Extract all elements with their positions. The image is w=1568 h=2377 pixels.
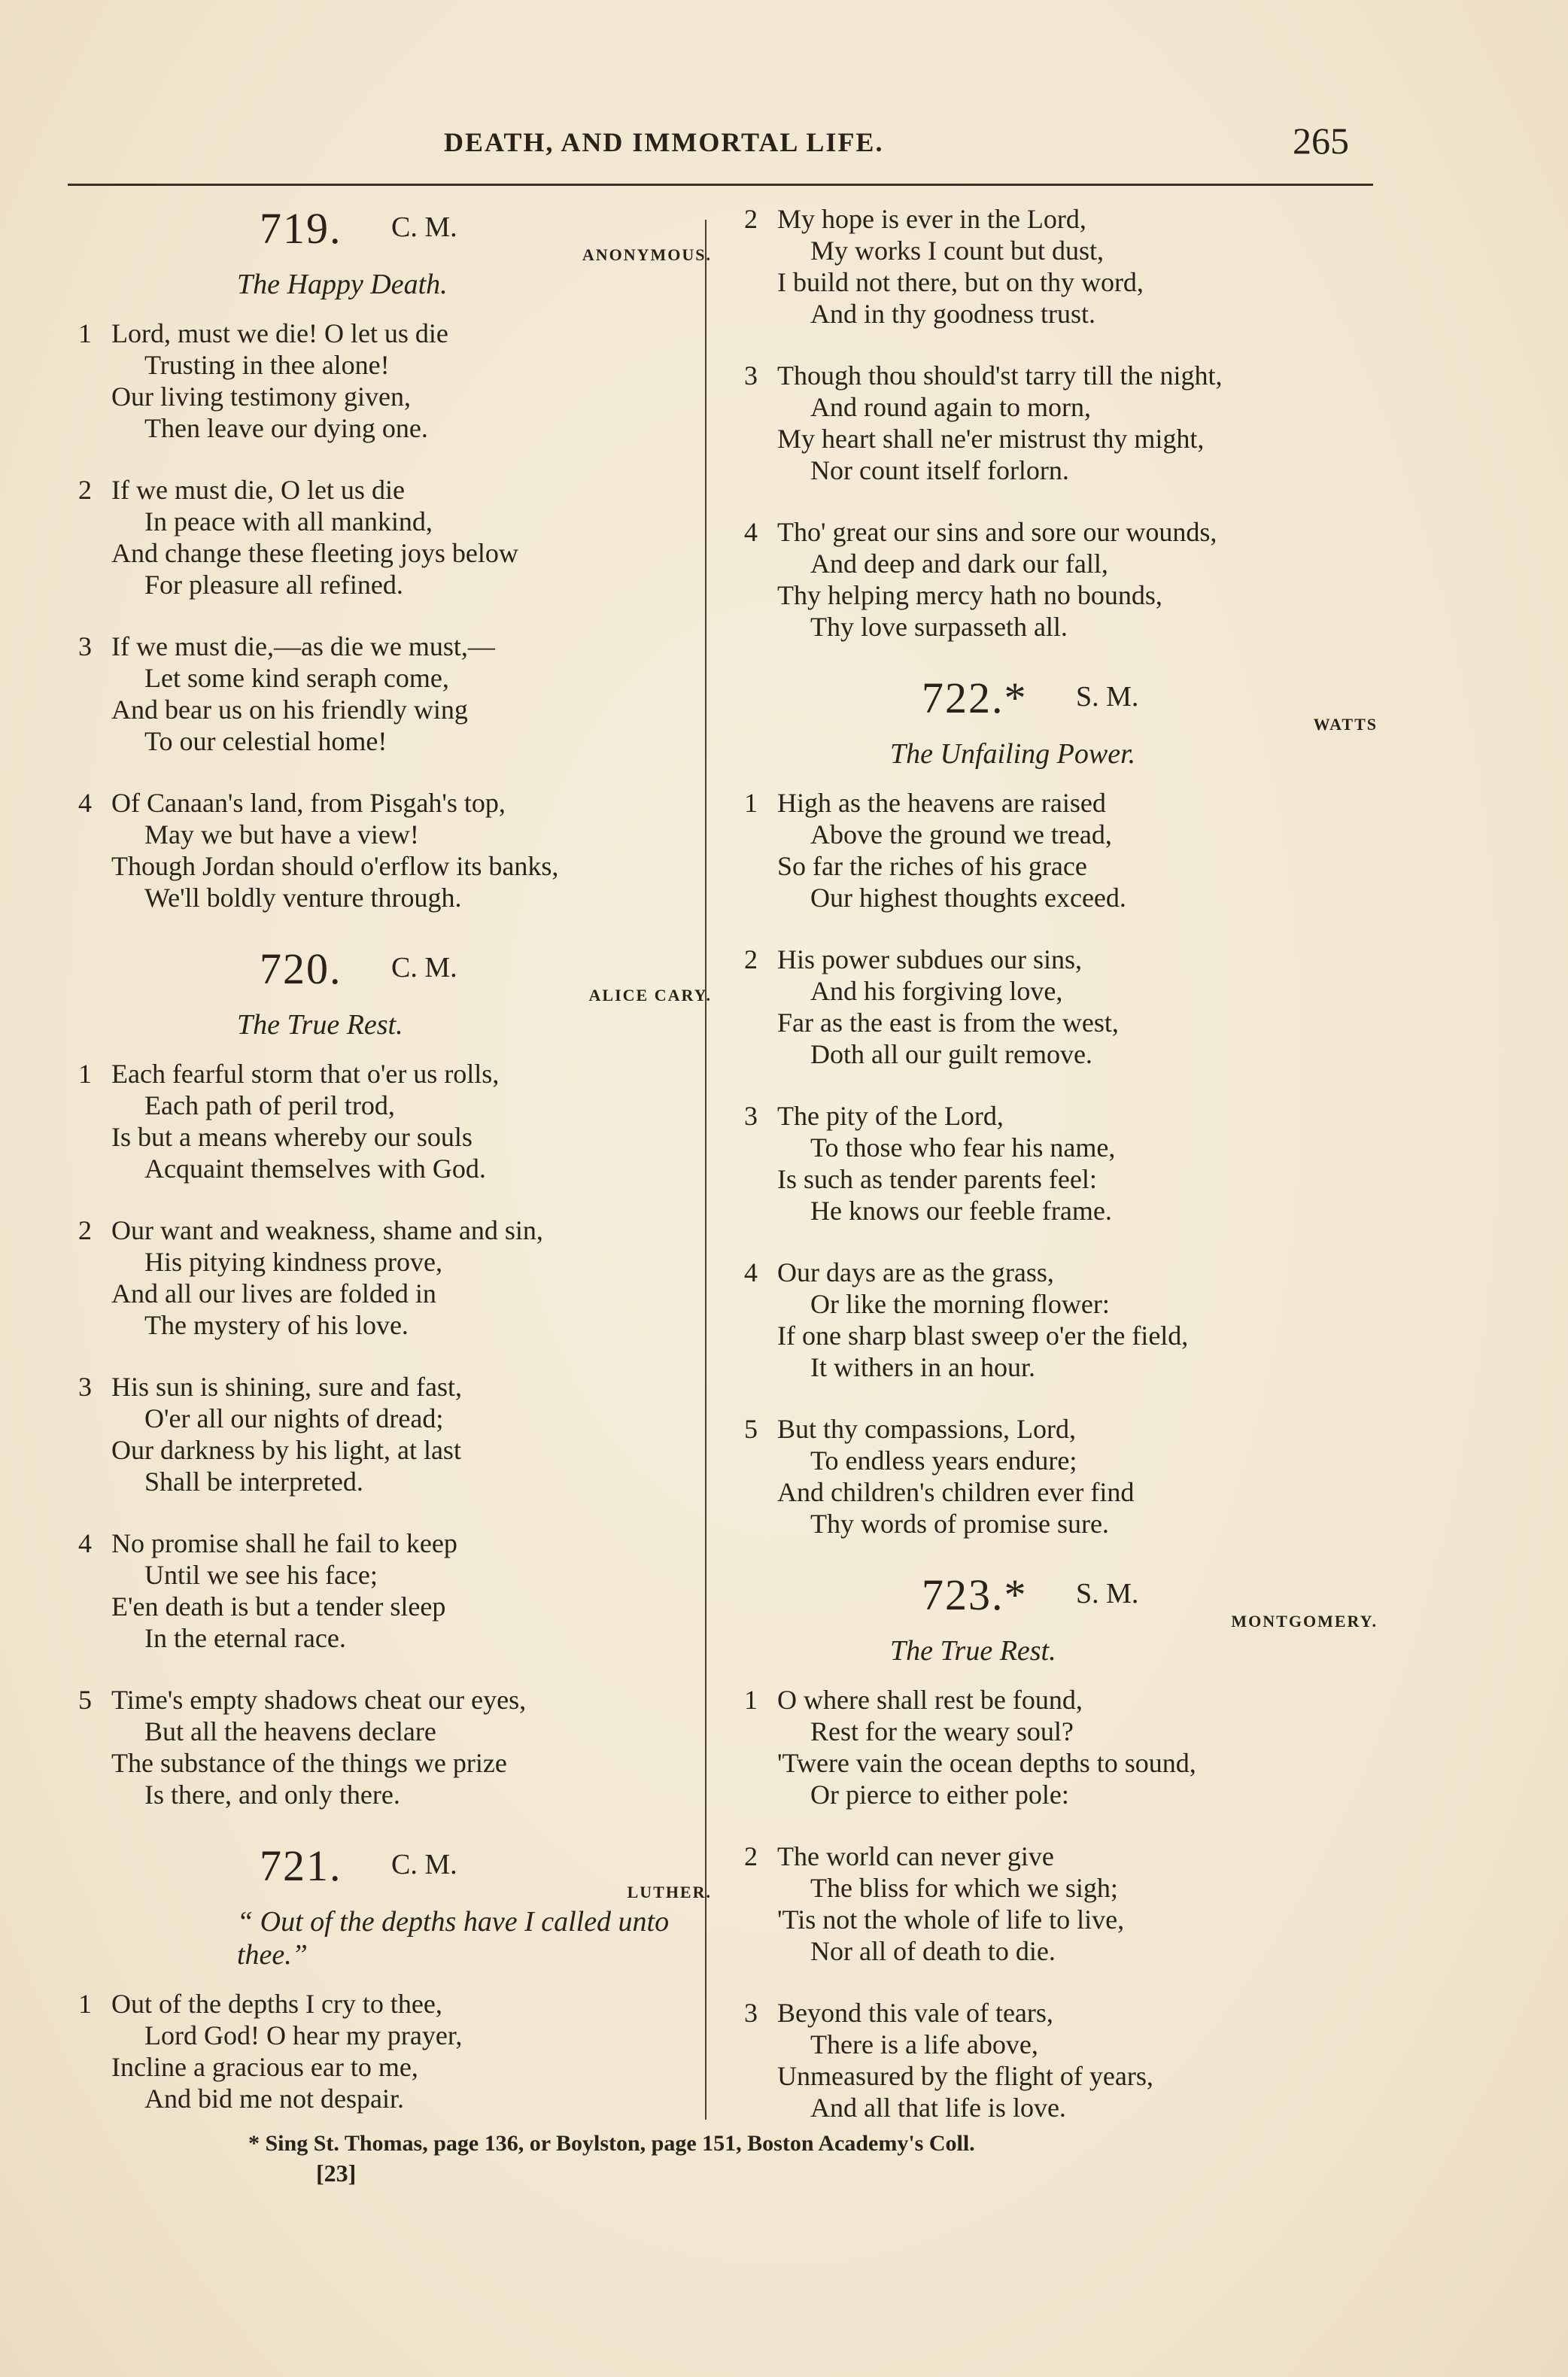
stanza-number: 3: [744, 360, 758, 391]
verse-line: High as the heavens are raised: [777, 788, 1106, 818]
hymn-number: 720.: [260, 944, 342, 993]
verse-line: His power subdues our sins,: [777, 944, 1082, 974]
verse-line: So far the riches of his grace: [777, 851, 1087, 881]
stanza: [741, 516, 1388, 643]
verse-line: And bid me not despair.: [144, 2084, 404, 2114]
stanza: [741, 1413, 1388, 1540]
verse-line: Nor all of death to die.: [810, 1936, 1056, 1966]
stanza-number: 2: [744, 944, 758, 974]
hymn-meter: C. M.: [391, 211, 457, 243]
stanza-number: 2: [744, 204, 758, 234]
verse-line: Thy helping mercy hath no bounds,: [777, 580, 1162, 610]
left-column: [75, 203, 722, 2144]
stanza-number: 2: [78, 1215, 92, 1245]
stanza: [741, 1684, 1388, 1810]
verse-line: Each path of peril trod,: [144, 1090, 395, 1120]
verse-line: E'en death is but a tender sleep: [111, 1591, 446, 1622]
verse-line: I build not there, but on thy word,: [777, 267, 1144, 297]
hymn-title: The True Rest.: [237, 1009, 403, 1041]
stanza: [75, 1058, 722, 1184]
stanza-number: 1: [78, 1059, 92, 1089]
verse-line: The pity of the Lord,: [777, 1101, 1004, 1131]
verse-line: But all the heavens declare: [144, 1716, 436, 1746]
verse-line: If one sharp blast sweep o'er the field,: [777, 1321, 1189, 1351]
hymn-number: 721.: [260, 1841, 342, 1890]
hymn-title: The Happy Death.: [237, 269, 448, 300]
verse-line: The substance of the things we prize: [111, 1748, 507, 1778]
verse-line: May we but have a view!: [144, 819, 419, 850]
footnote: * Sing St. Thomas, page 136, or Boylston, page 151, Boston Academy's Coll.: [248, 2131, 975, 2156]
verse-line: 'Twere vain the ocean depths to sound,: [777, 1748, 1196, 1778]
verse-line: Shall be interpreted.: [144, 1467, 363, 1497]
verse-line: Out of the depths I cry to thee,: [111, 1989, 442, 2019]
verse-line: To those who fear his name,: [810, 1132, 1116, 1163]
stanza: [741, 1257, 1388, 1383]
stanza-number: 2: [744, 1841, 758, 1871]
verse-line: Incline a gracious ear to me,: [111, 2052, 418, 2082]
verse-line: His sun is shining, sure and fast,: [111, 1372, 462, 1402]
verse-line: Each fearful storm that o'er us rolls,: [111, 1059, 500, 1089]
verse-line: And all that life is love.: [810, 2093, 1066, 2123]
verse-line: Though thou should'st tarry till the night,: [777, 360, 1223, 391]
verse-line: Is there, and only there.: [144, 1780, 400, 1810]
right-column: [741, 203, 1388, 2154]
hymn-meter: C. M.: [391, 952, 457, 983]
verse-line: Tho' great our sins and sore our wounds,: [777, 517, 1217, 547]
running-head: DEATH, AND IMMORTAL LIFE.: [444, 127, 884, 157]
verse-line: And round again to morn,: [810, 392, 1091, 422]
stanza-number: 3: [78, 631, 92, 661]
verse-line: Let some kind seraph come,: [144, 663, 449, 693]
verse-line: And deep and dark our fall,: [810, 549, 1108, 579]
hymn-author: MONTGOMERY.: [1231, 1612, 1378, 1631]
verse-line: My hope is ever in the Lord,: [777, 204, 1086, 234]
hymn-meter: S. M.: [1076, 1578, 1139, 1609]
verse-line: Then leave our dying one.: [144, 413, 428, 443]
hymn: [75, 944, 722, 1810]
verse-line: And all our lives are folded in: [111, 1278, 436, 1309]
stanza-number: 2: [78, 475, 92, 505]
verse-line: Time's empty shadows cheat our eyes,: [111, 1685, 527, 1715]
verse-line: Lord, must we die! O let us die: [111, 318, 448, 348]
stanza: [741, 787, 1388, 913]
verse-line: Is such as tender parents feel:: [777, 1164, 1097, 1194]
verse-line: The bliss for which we sigh;: [810, 1873, 1118, 1903]
hymn-heading: [741, 1570, 1388, 1619]
verse-line: Acquaint themselves with God.: [144, 1154, 486, 1184]
stanza-number: 4: [78, 1528, 92, 1558]
verse-line: Above the ground we tread,: [810, 819, 1112, 850]
hymn-title: The Unfailing Power.: [890, 738, 1136, 770]
verse-line: Beyond this vale of tears,: [777, 1998, 1053, 2028]
stanza: [75, 631, 722, 757]
hymn-author: ALICE CARY.: [588, 986, 712, 1005]
verse-line: Far as the east is from the west,: [777, 1008, 1119, 1038]
stanza-number: 4: [744, 517, 758, 547]
verse-line: O where shall rest be found,: [777, 1685, 1083, 1715]
verse-line: And children's children ever find: [777, 1477, 1135, 1507]
stanza: [75, 1988, 722, 2114]
hymn-author: LUTHER.: [627, 1883, 712, 1901]
hymn-meter: C. M.: [391, 1849, 457, 1880]
stanza: [741, 944, 1388, 1070]
verse-line: And change these fleeting joys below: [111, 538, 518, 568]
hymn-author: ANONYMOUS.: [582, 245, 712, 264]
hymn-heading: [75, 1841, 722, 1890]
stanza-number: 4: [78, 788, 92, 818]
hymn-meter: S. M.: [1076, 681, 1139, 713]
verse-line: Our days are as the grass,: [777, 1257, 1054, 1287]
stanza-number: 3: [78, 1372, 92, 1402]
verse-line: O'er all our nights of dread;: [144, 1403, 444, 1433]
verse-line: To endless years endure;: [810, 1445, 1077, 1476]
verse-line: My heart shall ne'er mistrust thy might,: [777, 424, 1205, 454]
hymn-title: “ Out of the depths have I called unto thee.”: [237, 1906, 670, 1971]
verse-line: We'll boldly venture through.: [144, 883, 462, 913]
verse-line: Our highest thoughts exceed.: [810, 883, 1126, 913]
verse-line: He knows our feeble frame.: [810, 1196, 1112, 1226]
verse-line: Nor count itself forlorn.: [810, 455, 1069, 485]
stanza-number: 3: [744, 1101, 758, 1131]
verse-line: And bear us on his friendly wing: [111, 695, 468, 725]
verse-line: Our want and weakness, shame and sin,: [111, 1215, 543, 1245]
stanza: [75, 474, 722, 600]
hymn-number: 719.: [260, 204, 342, 253]
hymn-number: 723.*: [922, 1570, 1028, 1619]
verse-line: Our darkness by his light, at last: [111, 1435, 461, 1465]
hymn: [741, 1570, 1388, 2123]
signature-mark: [23]: [316, 2160, 357, 2187]
stanza-number: 1: [744, 1685, 758, 1715]
stanza: [75, 1527, 722, 1654]
stanza-number: 1: [744, 788, 758, 818]
stanza: [75, 1684, 722, 1810]
stanza: [741, 203, 1388, 330]
hymn-heading: [75, 944, 722, 993]
verse-line: Thy love surpasseth all.: [810, 612, 1068, 642]
verse-line: No promise shall he fail to keep: [111, 1528, 457, 1558]
verse-line: For pleasure all refined.: [144, 570, 403, 600]
hymn: [75, 1841, 722, 2114]
stanza: [741, 1100, 1388, 1226]
stanza: [741, 1841, 1388, 1967]
verse-line: My works I count but dust,: [810, 236, 1104, 266]
verse-line: 'Tis not the whole of life to live,: [777, 1904, 1125, 1935]
hymn-heading: [741, 673, 1388, 722]
hymn-heading: [75, 203, 722, 253]
verse-line: Doth all our guilt remove.: [810, 1039, 1092, 1069]
hymn: [741, 673, 1388, 1540]
stanza: [75, 787, 722, 913]
verse-line: The mystery of his love.: [144, 1310, 409, 1340]
verse-line: There is a life above,: [810, 2029, 1038, 2059]
stanza-number: 5: [744, 1414, 758, 1444]
verse-line: Our living testimony given,: [111, 381, 411, 412]
hymn-number: 722.*: [922, 673, 1028, 722]
verse-line: Is but a means whereby our souls: [111, 1122, 473, 1152]
verse-line: Though Jordan should o'erflow its banks,: [111, 851, 559, 881]
verse-line: Trusting in thee alone!: [144, 350, 390, 380]
hymn: [75, 203, 722, 913]
header-rule: [68, 184, 1373, 186]
stanza: [75, 318, 722, 444]
stanza-number: 1: [78, 318, 92, 348]
verse-line: Of Canaan's land, from Pisgah's top,: [111, 788, 506, 818]
hymn: [741, 203, 1388, 643]
stanza: [741, 360, 1388, 486]
verse-line: To our celestial home!: [144, 726, 387, 756]
stanza-number: 5: [78, 1685, 92, 1715]
verse-line: And his forgiving love,: [810, 976, 1063, 1006]
verse-line: Or pierce to either pole:: [810, 1780, 1069, 1810]
verse-line: Thy words of promise sure.: [810, 1509, 1109, 1539]
verse-line: And in thy goodness trust.: [810, 299, 1096, 329]
verse-line: Unmeasured by the flight of years,: [777, 2061, 1153, 2091]
hymn-author: WATTS: [1313, 715, 1378, 734]
verse-line: But thy compassions, Lord,: [777, 1414, 1076, 1444]
stanza-number: 4: [744, 1257, 758, 1287]
verse-line: In peace with all mankind,: [144, 506, 433, 536]
verse-line: The world can never give: [777, 1841, 1054, 1871]
verse-line: If we must die, O let us die: [111, 475, 405, 505]
stanza-number: 3: [744, 1998, 758, 2028]
verse-line: It withers in an hour.: [810, 1352, 1035, 1382]
verse-line: In the eternal race.: [144, 1623, 346, 1653]
stanza-number: 1: [78, 1989, 92, 2019]
stanza: [75, 1371, 722, 1497]
verse-line: Until we see his face;: [144, 1560, 378, 1590]
stanza: [75, 1214, 722, 1341]
verse-line: Rest for the weary soul?: [810, 1716, 1074, 1746]
verse-line: Lord God! O hear my prayer,: [144, 2020, 463, 2050]
stanza: [741, 1997, 1388, 2123]
page-number: 265: [1293, 120, 1349, 162]
verse-line: If we must die,—as die we must,—: [111, 631, 495, 661]
verse-line: Or like the morning flower:: [810, 1289, 1110, 1319]
verse-line: His pitying kindness prove,: [144, 1247, 442, 1277]
hymn-title: The True Rest.: [890, 1635, 1056, 1667]
